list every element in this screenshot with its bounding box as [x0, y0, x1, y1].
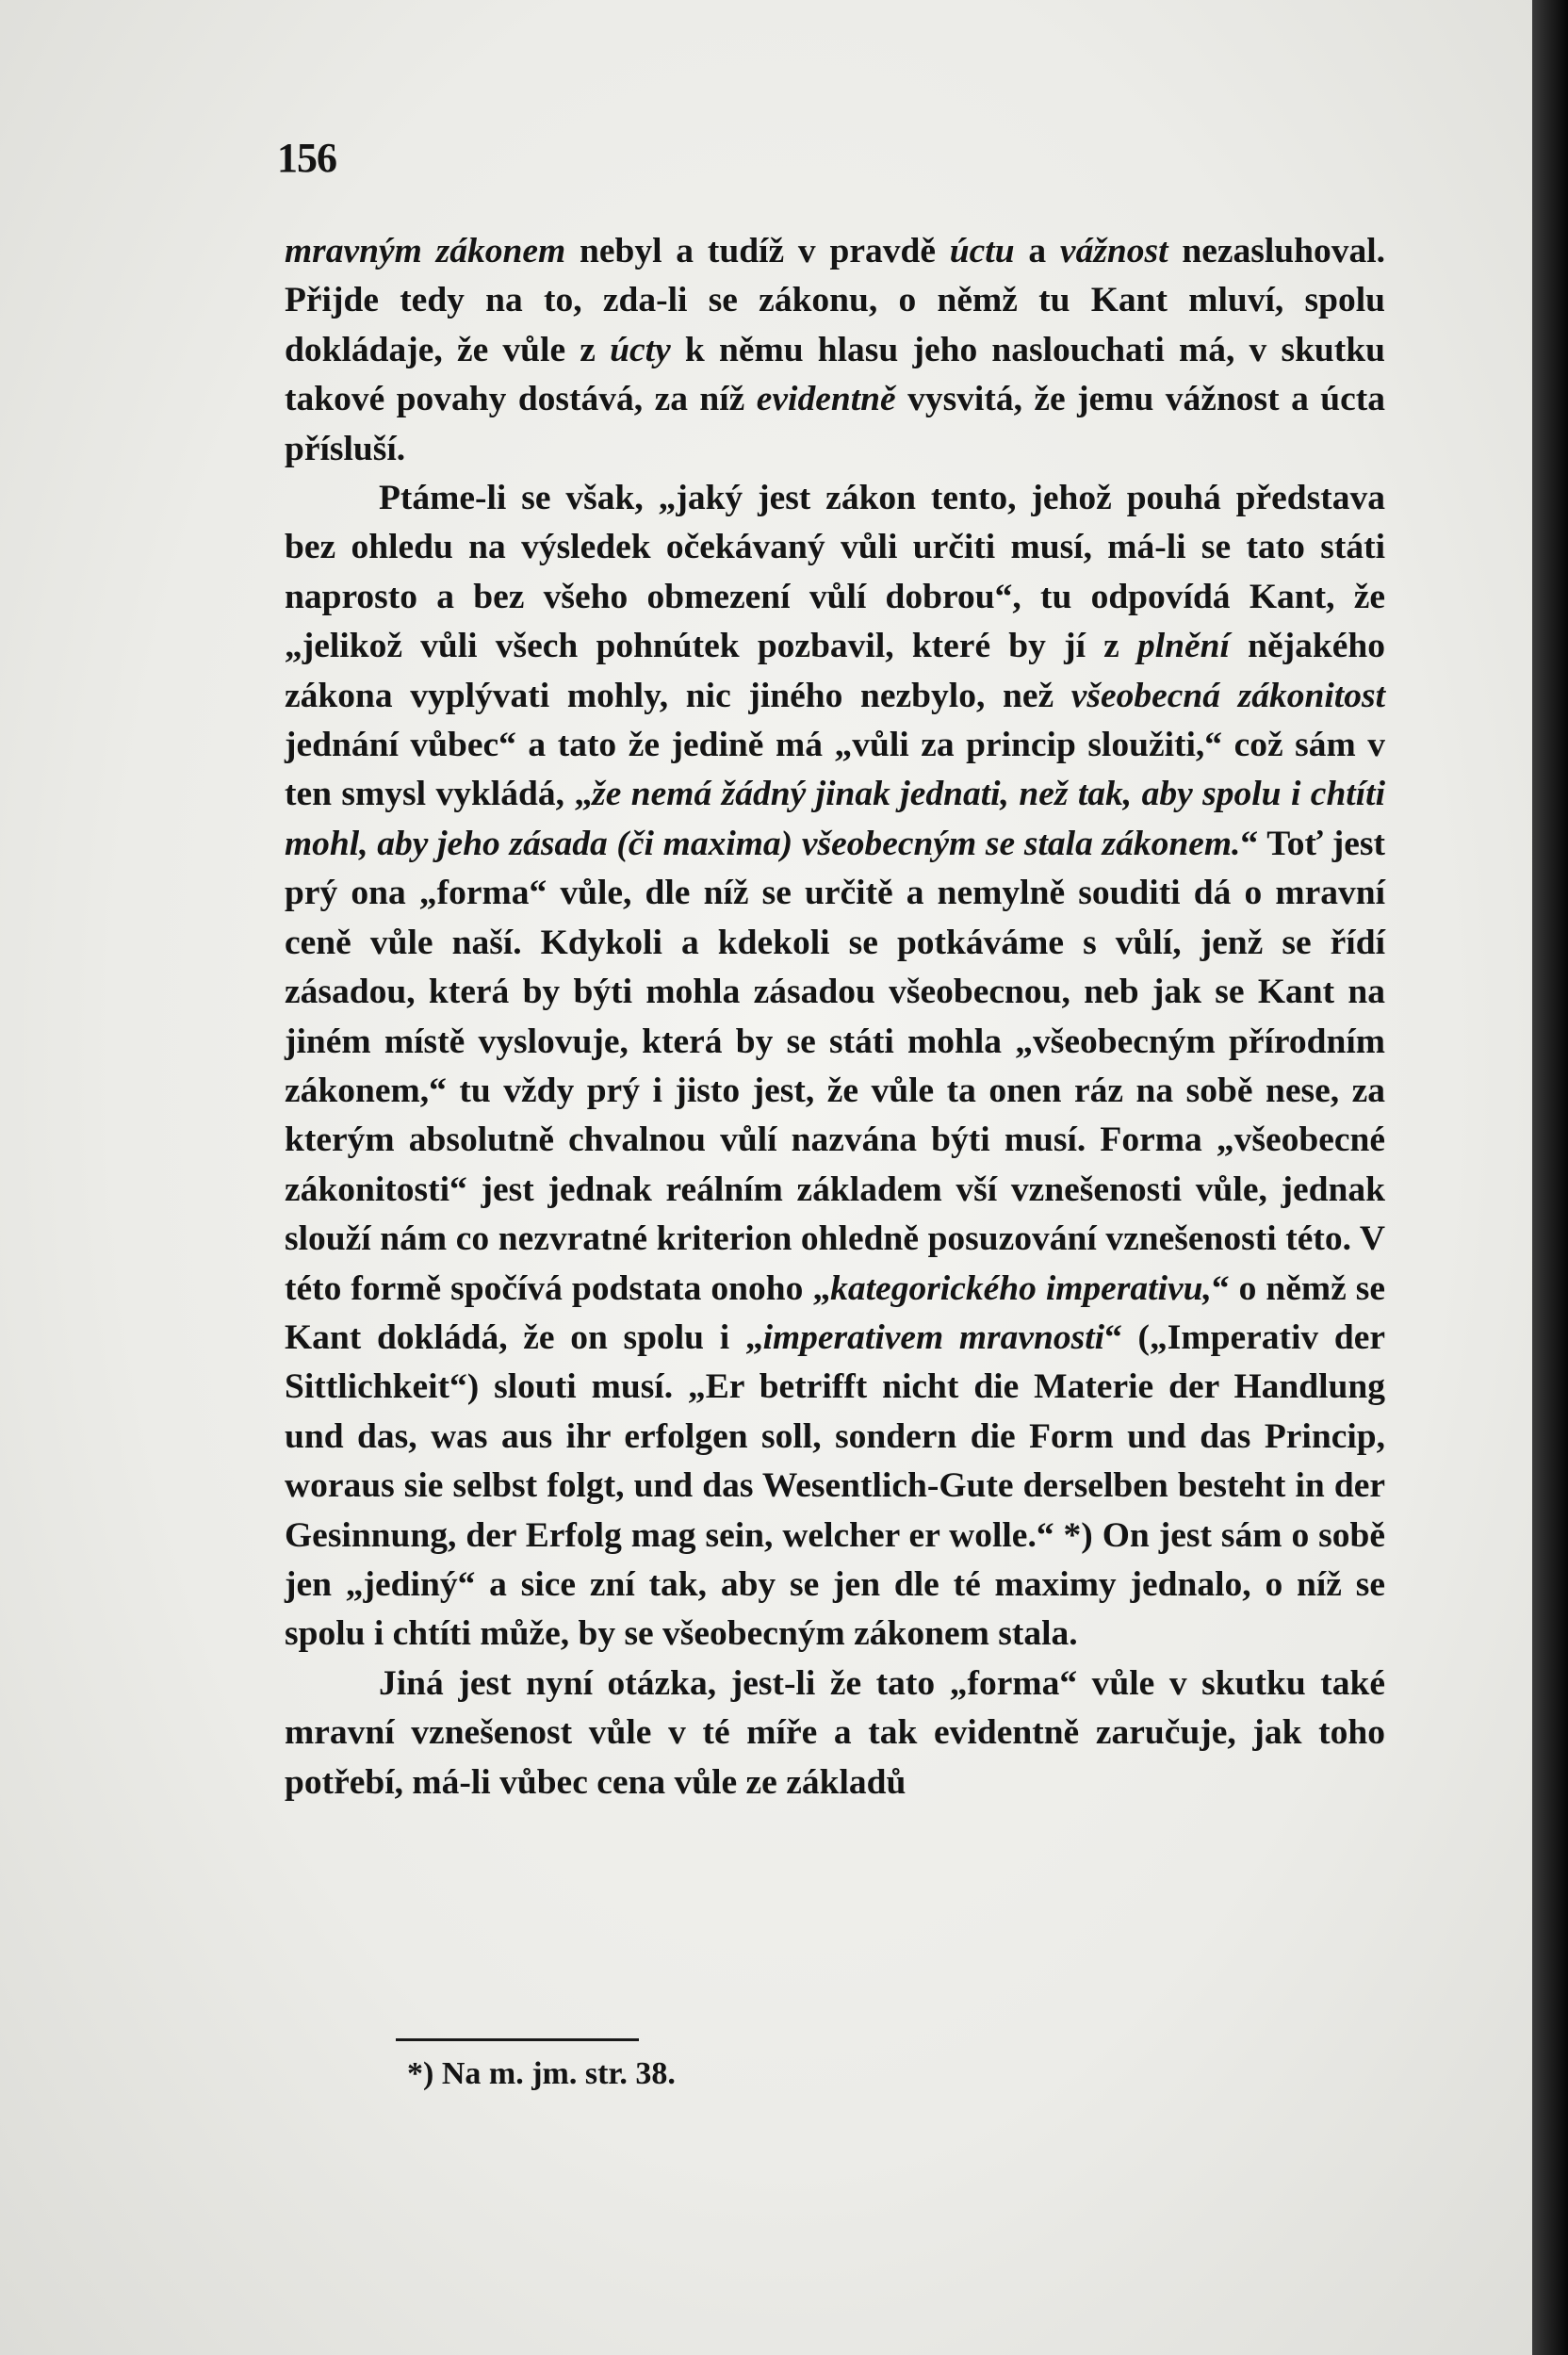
italic-phrase: úctu — [949, 232, 1015, 270]
text-run: Ptáme-li se však, „jaký jest zákon tento, jehož pouhá představa bez ohledu na výsledek očekávaný vůli určiti musí, má-li se tato státi naprosto a bez všeho obmezení vůlí dobrou“, tu odpovídá Kant, že „jelikož vůli všech pohnútek pozbavil, které by jí z — [285, 479, 1385, 666]
italic-phrase: plnění — [1137, 627, 1230, 666]
text-run: vysvitá, že jemu vážnost a úcta přísluší. — [285, 380, 1385, 468]
italic-phrase: mravným zákonem — [285, 232, 566, 270]
page-number: 156 — [277, 135, 336, 181]
text-run: Jiná jest nyní otázka, jest-li že tato „forma“ vůle v skutku také mravní vznešenost vůle v té míře a tak evidentně zaručuje, jak toho potřebí, má-li vůbec cena vůle ze základů — [285, 1663, 1385, 1802]
text-run: nebyl a tudíž v pravdě — [565, 232, 950, 270]
italic-phrase: imperativem mravnosti — [762, 1317, 1105, 1357]
text-run: “ o němž se Kant dokládá, že on spolu i „ — [285, 1268, 1386, 1357]
footnote: *) Na m. jm. str. 38. — [407, 2056, 676, 2091]
italic-phrase: kategorického imperativu, — [830, 1268, 1212, 1308]
italic-phrase: úcty — [610, 330, 671, 369]
text-run: nějakého zákona vyplývati mohly, nic jiného nezbylo, než — [285, 627, 1386, 715]
paragraph-1 — [285, 227, 1385, 474]
footnote-separator — [396, 2038, 639, 2041]
body-text — [285, 227, 1385, 1807]
italic-phrase: všeobecná zákonitost — [1070, 676, 1385, 715]
text-run: “ Toť jest prý ona „forma“ vůle, dle níž se určitě a nemylně souditi dá o mravní ceně vůle naší. Kdykoli a kdekoli se potkáváme s vůlí, jenž se řídí zásadou, která by býti mohla zásadou všeobecnou, neb jak se Kant na jiném místě vyslovuje, která by se státi mohla „všeobecným přírodním zákonem,“ tu vždy prý i jisto jest, že vůle ta onen ráz na sobě nese, za kterým absolutně chvalnou vůlí nazvána býti musí. Forma „všeobecné zákonitosti“ jest jednak reálním základem vší vznešenosti vůle, jednak slouží nám co nezvratné kriterion ohledně posuzování vznešenosti této. V této formě spočívá podstata onoho „ — [285, 824, 1385, 1308]
paragraph-2 — [285, 474, 1385, 1660]
text-run: nezasluhoval. Přijde tedy na to, zda-li se zákonu, o němž tu Kant mluví, spolu dokládaje, že vůle z — [285, 232, 1385, 369]
text-run: k němu hlasu jeho naslouchati má, v skutku takové povahy dostává, za níž — [285, 330, 1385, 419]
text-run: jednání vůbec“ a tato že jedině má „vůli za princip sloužiti,“ což sám v ten smysl vykládá, „ — [285, 726, 1385, 814]
text-run: a — [1014, 232, 1060, 270]
text-run: “ („Imperativ der Sittlichkeit“) slouti musí. „Er betrifft nicht die Materie der Handlung und das, was aus ihr erfolgen soll, sondern die Form und das Princip, woraus sie selbst folgt, und das Wesentlich-Gute derselben besteht in der Gesinnung, der Erfolg mag sein, welcher er wolle.“ *) On jest sám o sobě jen „jediný“ a sice zní tak, aby se jen dle té maximy jednalo, o níž se spolu i chtíti může, by se všeobecným zákonem stala. — [285, 1317, 1385, 1654]
italic-phrase: že nemá žádný jinak jednati, než tak, aby spolu i chtíti mohl, aby jeho zásada (či maxima) všeobecným se stala zákonem. — [285, 775, 1385, 863]
italic-phrase: evidentně — [756, 380, 896, 419]
paragraph-3 — [285, 1660, 1385, 1807]
italic-phrase: vážnost — [1059, 232, 1168, 270]
